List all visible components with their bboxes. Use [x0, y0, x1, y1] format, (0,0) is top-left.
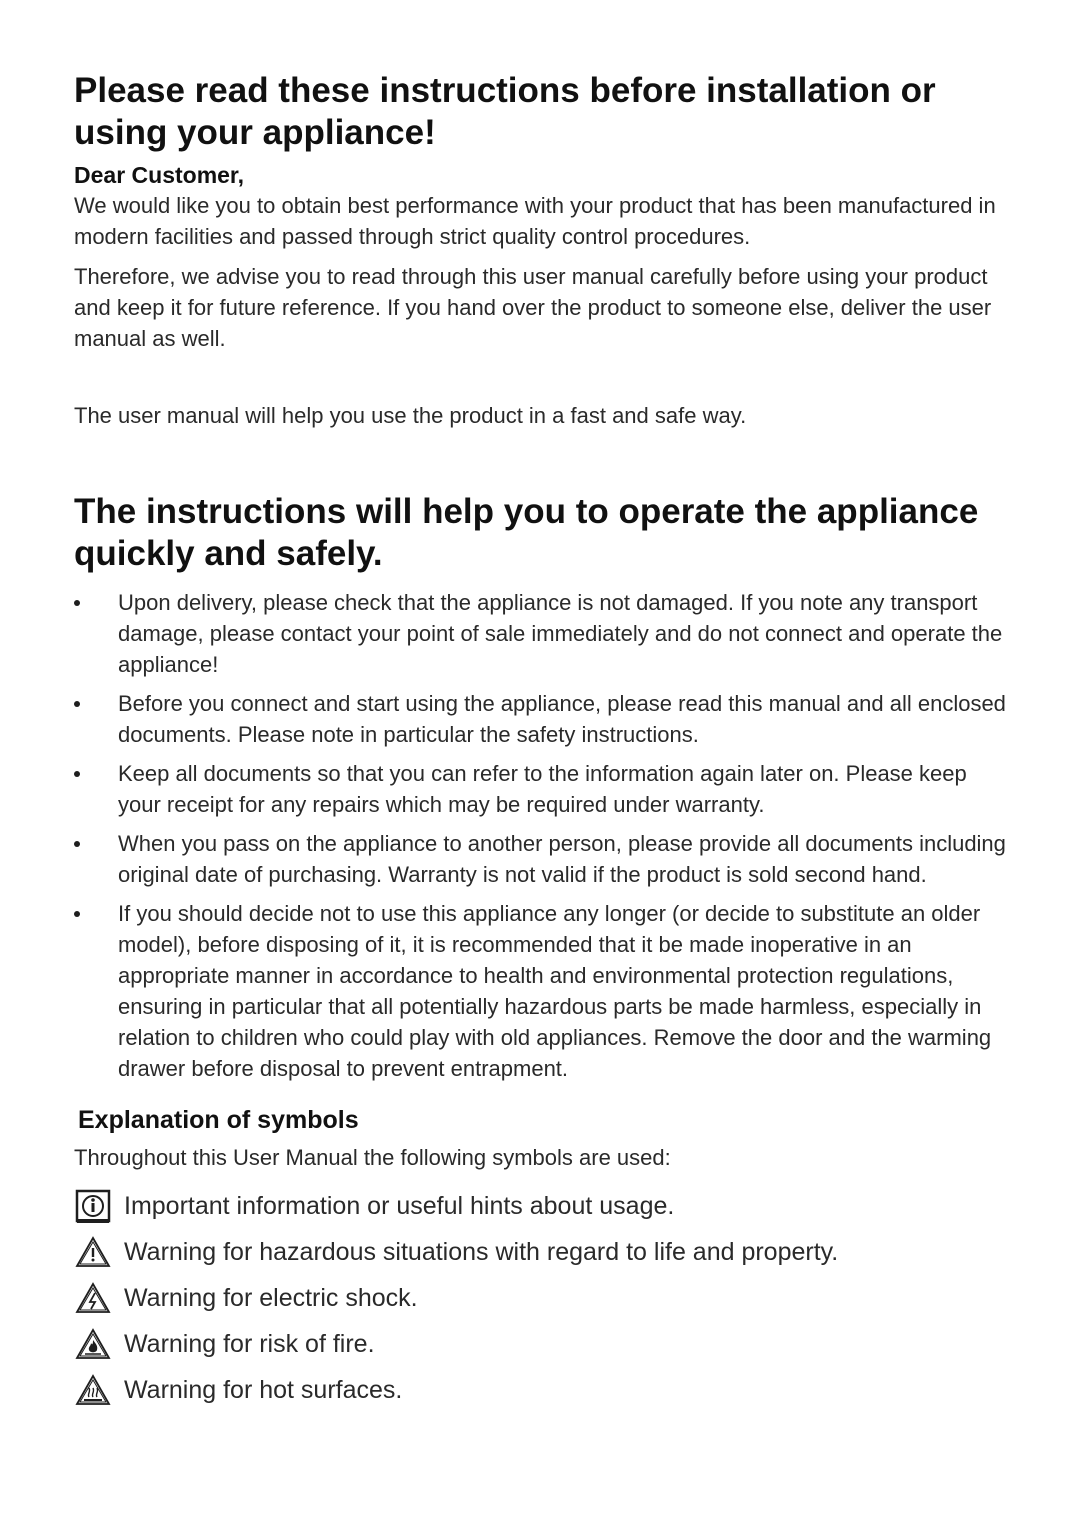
- bullet-icon: [74, 771, 80, 777]
- symbols-intro: Throughout this User Manual the following symbols are used:: [74, 1145, 671, 1170]
- symbol-row: [74, 1275, 1014, 1321]
- symbol-description: Important information or useful hints about usage.: [124, 1192, 675, 1220]
- list-item-text: Before you connect and start using the appliance, please read this manual and all enclosed documents. Please note in particular the safety instructions.: [118, 691, 1006, 747]
- second-heading: The instructions will help you to operate the appliance quickly and safely.: [74, 492, 979, 573]
- bullet-icon: [74, 841, 80, 847]
- symbol-description: Warning for electric shock.: [124, 1284, 418, 1312]
- list-item: [74, 587, 1014, 680]
- intro-paragraph: Therefore, we advise you to read through this user manual carefully before using your product and keep it for future reference. If you hand over the product to someone else, deliver the user manual as well.: [74, 264, 992, 351]
- symbol-row: [74, 1321, 1014, 1367]
- list-item-text: When you pass on the appliance to another person, please provide all documents including original date of purchasing. Warranty is not valid if the product is sold second hand.: [118, 831, 1006, 887]
- list-item: [74, 688, 1014, 750]
- bullet-icon: [74, 701, 80, 707]
- list-item-text: If you should decide not to use this appliance any longer (or decide to substitute an older model), before disposing of it, it is recommended that it be made inoperative in an appropriate manner in accordance to health and environmental protection regulations, ensuring in particular that all potentially hazardous parts be made harmless, especially in relation to children who could play with old appliances. Remove the door and the warming drawer before disposal to prevent entrapment.: [118, 901, 992, 1081]
- info-icon: [74, 1188, 112, 1224]
- symbol-description: Warning for hazardous situations with regard to life and property.: [124, 1238, 839, 1266]
- symbol-description: Warning for risk of fire.: [124, 1330, 375, 1358]
- symbol-row: [74, 1367, 1014, 1413]
- symbol-row: [74, 1229, 1014, 1275]
- greeting: Dear Customer,: [74, 162, 245, 188]
- symbols-section-title: Explanation of symbols: [78, 1106, 359, 1134]
- instructions-list: [74, 587, 1014, 1084]
- warning-icon: [74, 1234, 112, 1270]
- list-item-text: Upon delivery, please check that the appliance is not damaged. If you note any transport damage, please contact your point of sale immediately and do not connect and operate the appliance!: [118, 590, 1003, 677]
- symbol-description: Warning for hot surfaces.: [124, 1376, 403, 1404]
- hot-surface-icon: [74, 1372, 112, 1408]
- list-item: [74, 828, 1014, 890]
- list-item: [74, 758, 1014, 820]
- symbol-row: [74, 1183, 1014, 1229]
- list-item-text: Keep all documents so that you can refer to the information again later on. Please keep your receipt for any repairs which may be required under warranty.: [118, 761, 967, 817]
- intro-paragraph: The user manual will help you use the product in a fast and safe way.: [74, 403, 747, 428]
- electric-shock-icon: [74, 1280, 112, 1316]
- bullet-icon: [74, 600, 80, 606]
- main-heading: Please read these instructions before installation or using your appliance!: [74, 71, 936, 152]
- fire-risk-icon: [74, 1326, 112, 1362]
- intro-paragraph: We would like you to obtain best performance with your product that has been manufactured in modern facilities and passed through strict quality control procedures.: [74, 193, 996, 249]
- manual-page: [74, 64, 1014, 1413]
- list-item: [74, 898, 1014, 1084]
- bullet-icon: [74, 911, 80, 917]
